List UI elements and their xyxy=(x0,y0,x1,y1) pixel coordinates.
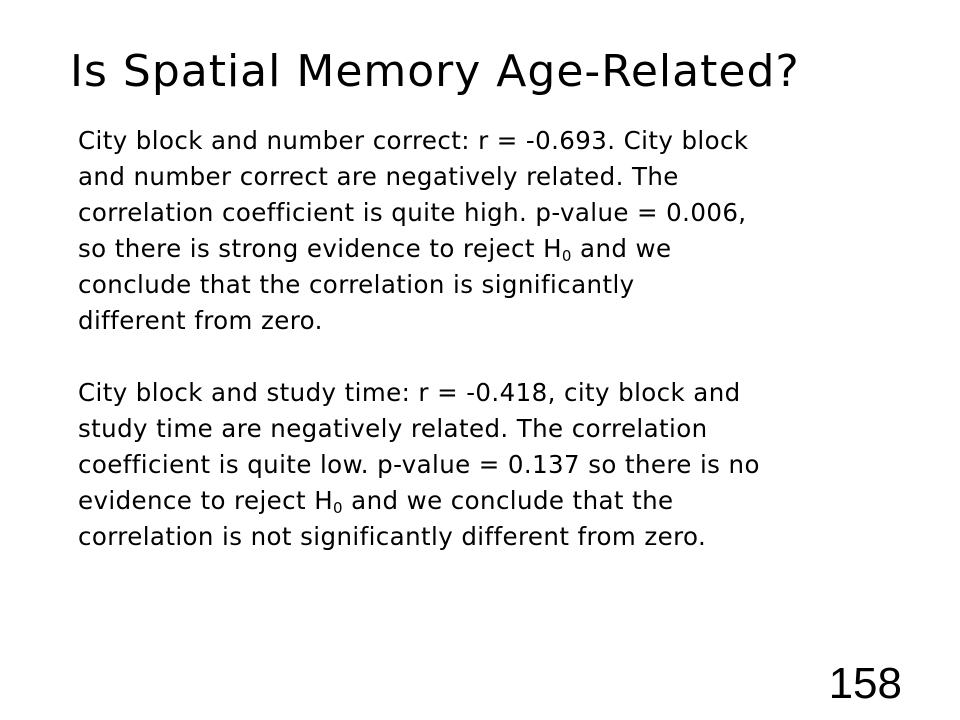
paragraph-spacer xyxy=(78,339,908,375)
subscript: 0 xyxy=(333,499,343,517)
text-line: City block and number correct: r = -0.693. City block xyxy=(78,126,749,155)
text-line: City block and study time: r = -0.418, city block and xyxy=(78,378,741,407)
text-fragment: so there is strong evidence to reject H xyxy=(78,234,562,263)
text-line xyxy=(78,483,908,519)
subscript: 0 xyxy=(561,247,572,265)
page-number: 158 xyxy=(828,659,902,708)
text-line: study time are negatively related. The correlation xyxy=(78,414,708,443)
paragraph-city-block-number-correct xyxy=(78,123,908,339)
text-line: conclude that the correlation is significantly xyxy=(78,270,635,299)
text-line: correlation coefficient is quite high. p-value = 0.006, xyxy=(78,198,747,227)
text-line: coefficient is quite low. p-value = 0.137 so there is no xyxy=(78,450,760,479)
text-line: and number correct are negatively related. The xyxy=(78,162,679,191)
text-fragment: and we xyxy=(571,234,672,263)
text-line: correlation is not significantly different from zero. xyxy=(78,522,707,551)
text-fragment: and we conclude that the xyxy=(342,486,674,515)
slide-title: Is Spatial Memory Age-Related? xyxy=(70,46,800,97)
text-line: different from zero. xyxy=(78,306,323,335)
text-line xyxy=(78,231,908,267)
slide-body xyxy=(78,123,908,555)
paragraph-city-block-study-time xyxy=(78,375,908,555)
text-fragment: evidence to reject H xyxy=(78,486,334,515)
